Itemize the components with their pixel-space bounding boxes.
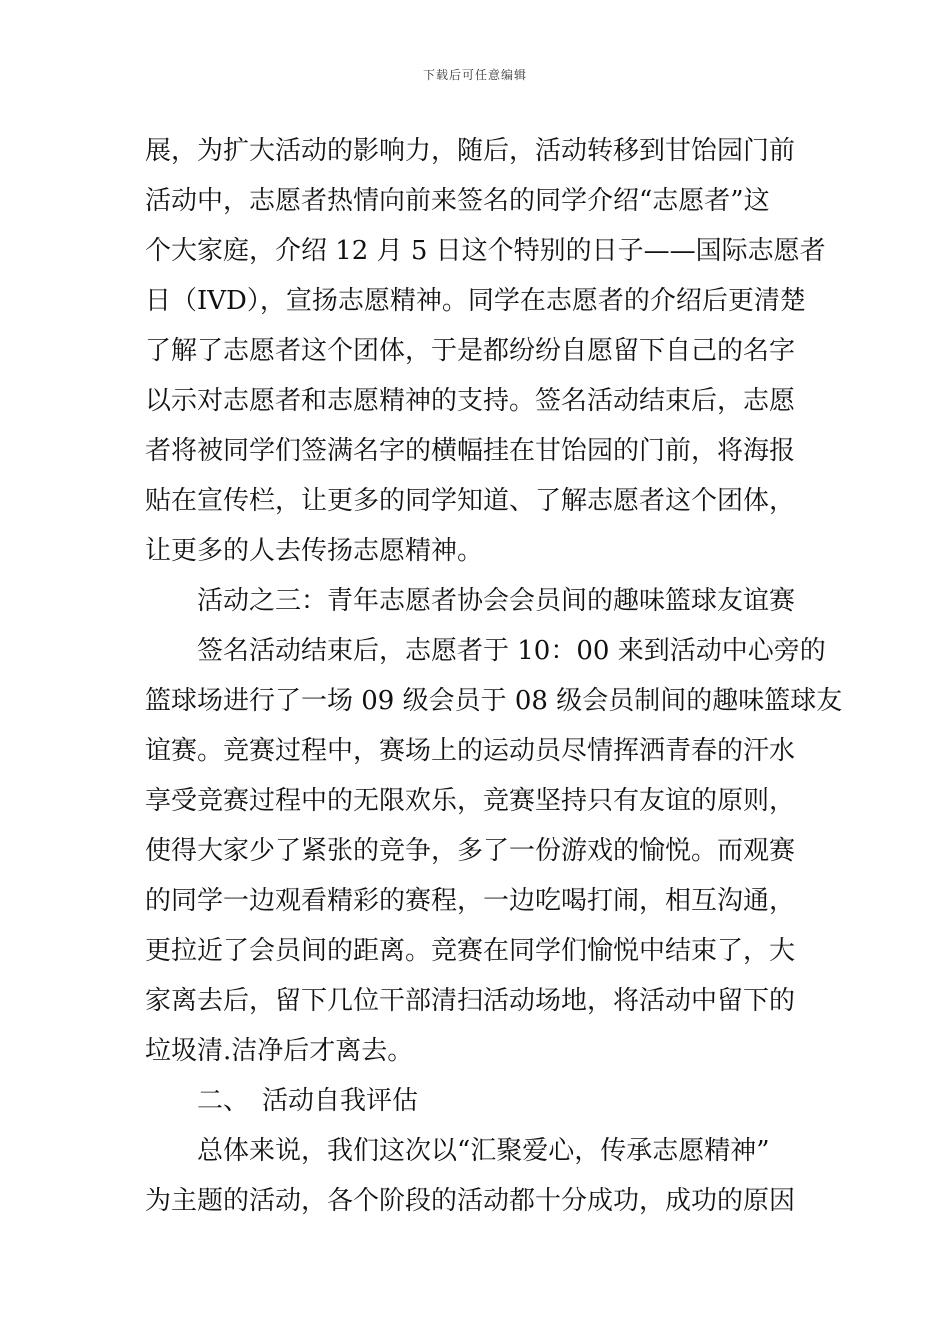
text-line: 个大家庭，介绍 12 月 5 日这个特别的日子——国际志愿者 <box>145 236 826 266</box>
text-line: 贴在宣传栏，让更多的同学知道、了解志愿者这个团体， <box>145 486 796 516</box>
text-line: 展，为扩大活动的影响力，随后，活动转移到甘饴园门前 <box>145 136 796 166</box>
text-line: 日（IVD），宣扬志愿精神。同学在志愿者的介绍后更清楚 <box>145 286 806 316</box>
text-line: 家离去后，留下几位干部清扫活动场地，将活动中留下的 <box>145 986 796 1016</box>
text-line: 活动中，志愿者热情向前来签名的同学介绍“志愿者”这 <box>145 186 770 216</box>
text-line: 谊赛。竞赛过程中，赛场上的运动员尽情挥洒青春的汗水 <box>145 736 796 766</box>
document-body <box>145 126 843 1226</box>
text-line: 签名活动结束后，志愿者于 10：00 来到活动中心旁的 <box>197 636 826 666</box>
text-line: 总体来说，我们这次以“汇聚爱心，传承志愿精神” <box>197 1136 770 1166</box>
text-line: 更拉近了会员间的距离。竞赛在同学们愉悦中结束了，大 <box>145 936 796 966</box>
text-line: 使得大家少了紧张的竞争，多了一份游戏的愉悦。而观赛 <box>145 836 796 866</box>
section-heading: 二、 活动自我评估 <box>197 1086 419 1116</box>
text-line: 者将被同学们签满名字的横幅挂在甘饴园的门前，将海报 <box>145 436 796 466</box>
page-header: 下载后可任意编辑 <box>422 68 527 82</box>
text-line: 享受竞赛过程中的无限欢乐，竞赛坚持只有友谊的原则， <box>145 786 796 816</box>
text-line: 篮球场进行了一场 09 级会员于 08 级会员制间的趣味篮球友 <box>145 686 843 716</box>
text-line: 为主题的活动，各个阶段的活动都十分成功，成功的原因 <box>145 1186 796 1216</box>
text-line: 以示对志愿者和志愿精神的支持。签名活动结束后，志愿 <box>145 386 796 416</box>
text-line: 了解了志愿者这个团体，于是都纷纷自愿留下自己的名字 <box>145 336 796 366</box>
section-heading: 活动之三：青年志愿者协会会员间的趣味篮球友谊赛 <box>197 586 796 616</box>
text-line: 的同学一边观看精彩的赛程，一边吃喝打闹，相互沟通， <box>145 886 796 916</box>
text-line: 垃圾清.洁净后才离去。 <box>145 1036 414 1066</box>
text-line: 让更多的人去传扬志愿精神。 <box>145 536 484 566</box>
